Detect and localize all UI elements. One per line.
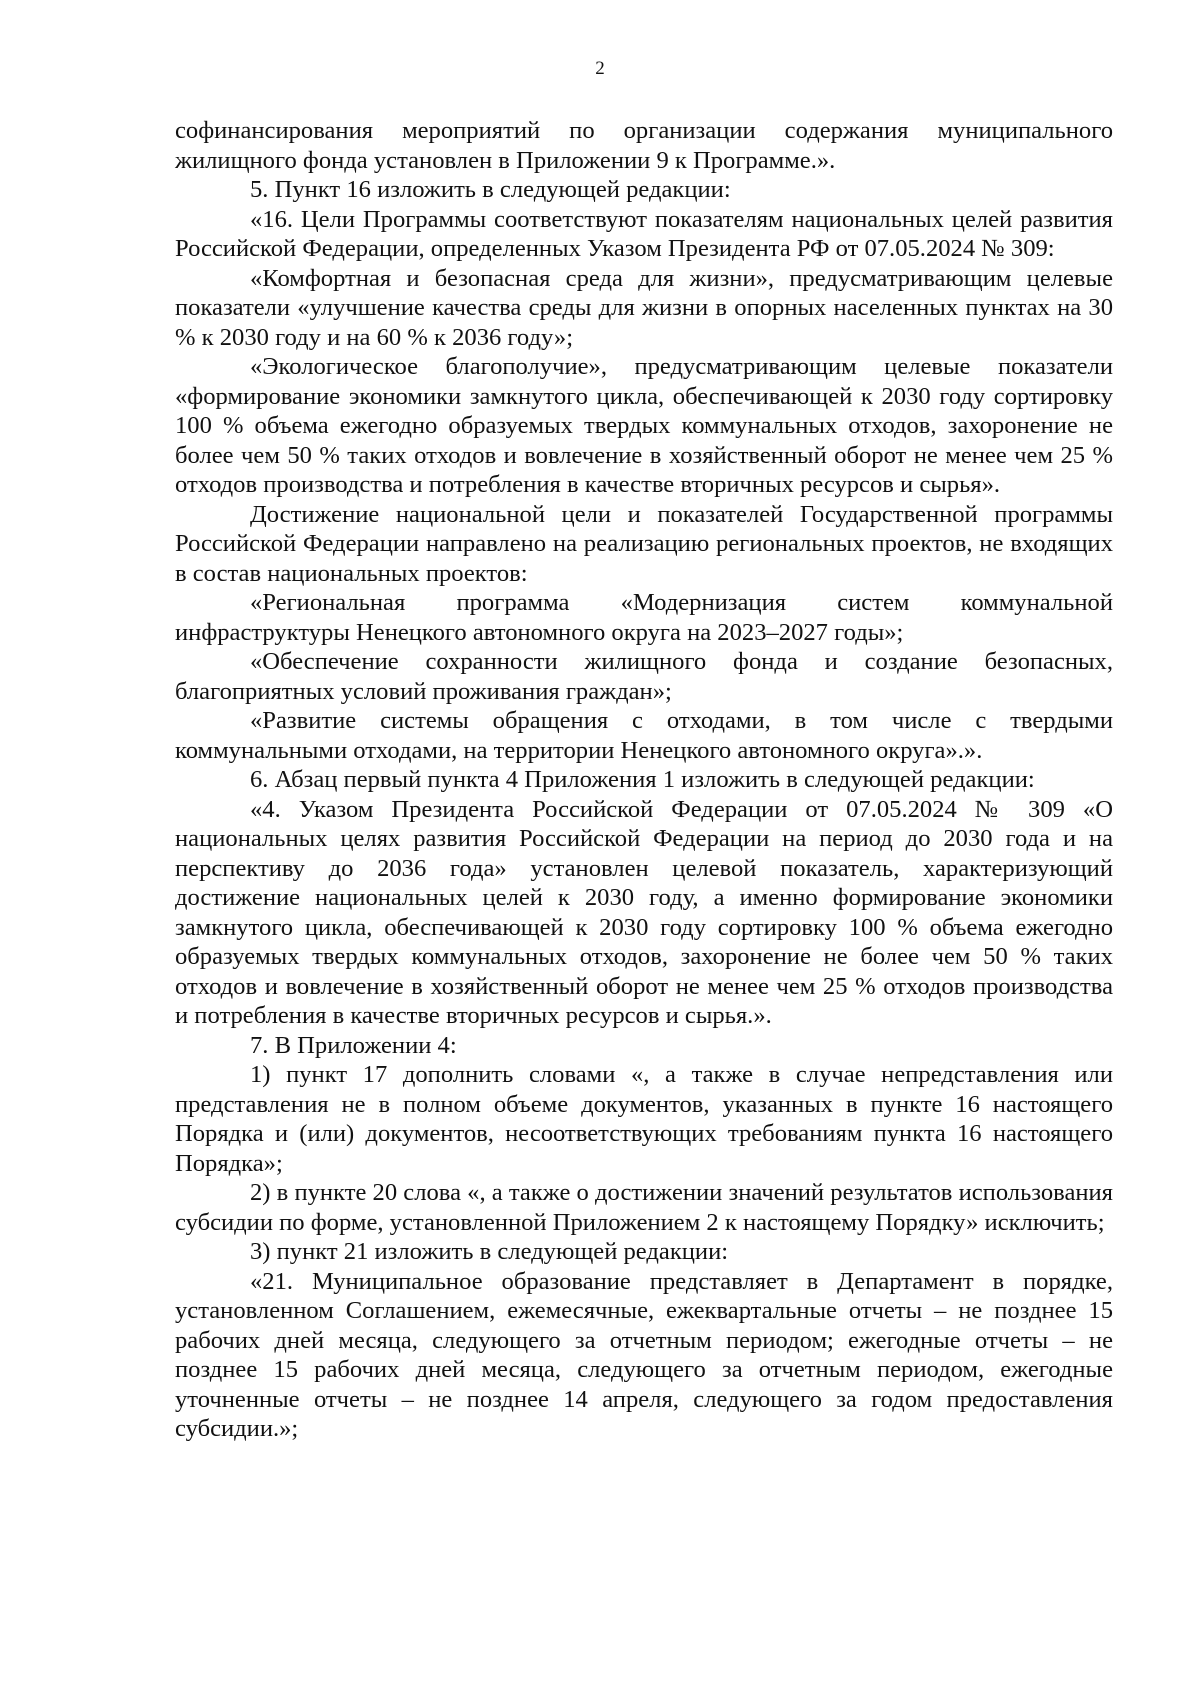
paragraph: «4. Указом Президента Российской Федерации от 07.05.2024 № 309 «О национальных целях развития Российской Федерации на период до 2030 года и на перспективу до 2036 года» установлен целевой показатель, характеризующий достижение национальных целей к 2030 году, а именно формирование экономики замкнутого цикла, обеспечивающей к 2030 году сортировку 100 % объема ежегодно образуемых твердых коммунальных отходов, захоронение не более чем 50 % таких отходов и вовлечение в хозяйственный оборот не менее чем 25 % отходов производства и потребления в качестве вторичных ресурсов и сырья.». — [175, 795, 1113, 1029]
paragraph: «Комфортная и безопасная среда для жизни», предусматривающим целевые показатели «улучшение качества среды для жизни в опорных населенных пунктах на 30 % к 2030 году и на 60 % к 2036 году»; — [175, 264, 1113, 351]
page-number: 2 — [595, 58, 605, 79]
paragraph: 7. В Приложении 4: — [250, 1031, 457, 1059]
paragraph: 6. Абзац первый пункта 4 Приложения 1 изложить в следующей редакции: — [250, 766, 1035, 793]
paragraph: «Экологическое благополучие», предусматривающим целевые показатели «формирование экономики замкнутого цикла, обеспечивающей к 2030 году сортировку 100 % объема ежегодно образуемых твердых коммунальных отходов, захоронение не более чем 50 % таких отходов и вовлечение в хозяйственный оборот не менее чем 25 % отходов производства и потребления в качестве вторичных ресурсов и сырья». — [175, 353, 1113, 498]
paragraph: «Обеспечение сохранности жилищного фонда и создание безопасных, благоприятных условий проживания граждан»; — [175, 648, 1113, 705]
paragraph: софинансирования мероприятий по организации содержания муниципального жилищного фонда установлен в Приложении 9 к Программе.». — [175, 117, 1113, 174]
paragraph: «Развитие системы обращения с отходами, в том числе с твердыми коммунальными отходами, на территории Ненецкого автономного округа».». — [175, 707, 1113, 764]
document-body — [175, 116, 1113, 1444]
paragraph: 1) пункт 17 дополнить словами «, а также в случае непредставления или представления не в полном объеме документов, указанных в пункте 16 настоящего Порядка и (или) документов, несоответствующих требованиям пункта 16 настоящего Порядка»; — [175, 1061, 1113, 1177]
paragraph: «21. Муниципальное образование представляет в Департамент в порядке, установленном Соглашением, ежемесячные, ежеквартальные отчеты – не позднее 15 рабочих дней месяца, следующего за отчетным периодом; ежегодные отчеты – не позднее 15 рабочих дней месяца, следующего за отчетным периодом, ежегодные уточненные отчеты – не позднее 14 апреля, следующего за годом предоставления субсидии.»; — [175, 1267, 1113, 1442]
paragraph: 3) пункт 21 изложить в следующей редакции: — [250, 1238, 729, 1265]
paragraph: 2) в пункте 20 слова «, а также о достижении значений результатов использования субсидии по форме, установленной Приложением 2 к настоящему Порядку» исключить; — [175, 1179, 1113, 1236]
paragraph: «16. Цели Программы соответствуют показателям национальных целей развития Российской Федерации, определенных Указом Президента РФ от 07.05.2024 № 309: — [175, 205, 1113, 262]
paragraph: Достижение национальной цели и показателей Государственной программы Российской Федерации направлено на реализацию региональных проектов, не входящих в состав национальных проектов: — [175, 500, 1113, 587]
paragraph: 5. Пункт 16 изложить в следующей редакции: — [250, 176, 731, 203]
paragraph: «Региональная программа «Модернизация систем коммунальной инфраструктуры Ненецкого автономного округа на 2023–2027 годы»; — [175, 589, 1113, 646]
